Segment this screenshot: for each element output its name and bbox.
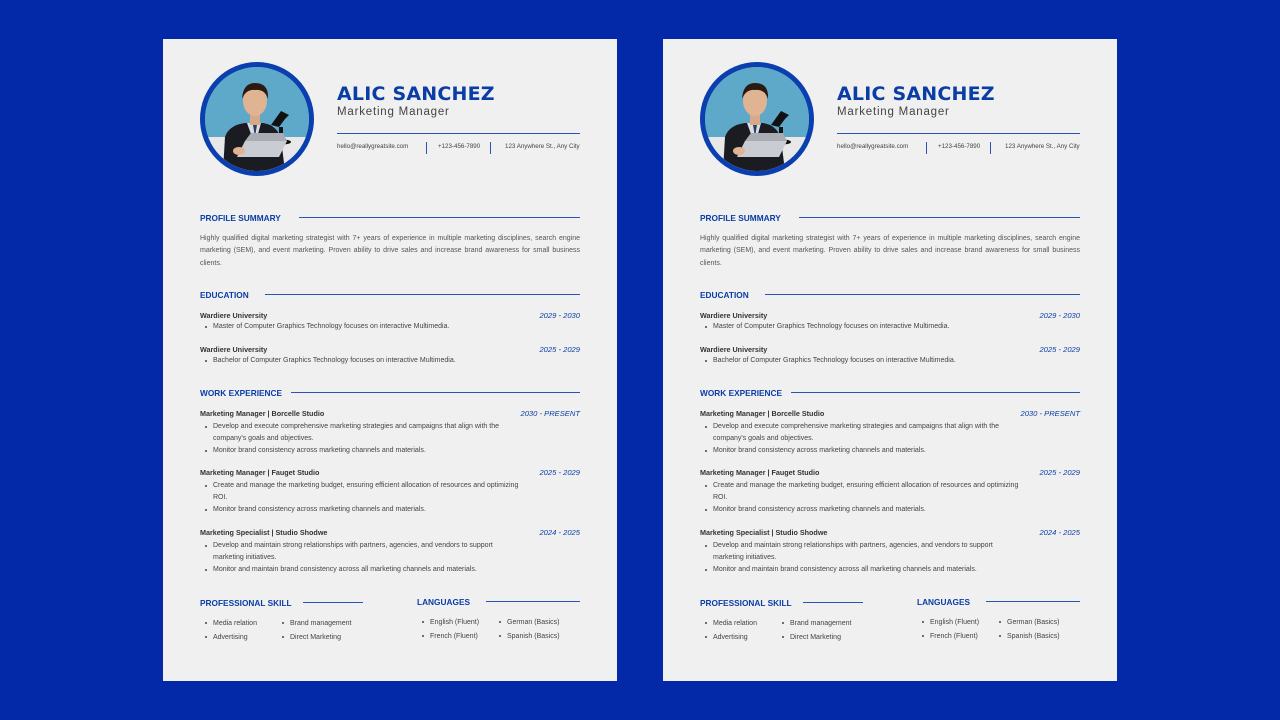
list-item: Monitor brand consistency across marketing channels and materials. (205, 445, 523, 457)
list-item: Media relation (705, 617, 757, 631)
section-divider (986, 601, 1080, 602)
contact-email[interactable]: hello@reallygreatsite.com (337, 143, 409, 150)
job-entry-title: Marketing Specialist | Studio Shodwe (700, 528, 828, 537)
education-dates: 2029 - 2030 (1039, 311, 1080, 320)
header-divider (337, 133, 580, 134)
job-entry-dates: 2024 - 2025 (1039, 528, 1080, 537)
job-entry-dates: 2025 - 2029 (1039, 468, 1080, 477)
education-heading: EDUCATION (200, 290, 249, 300)
list-item: Brand management (282, 617, 351, 631)
job-entry-bullets (205, 421, 523, 457)
contact-phone[interactable]: +123-456-7890 (938, 143, 981, 150)
professional-skill-heading: PROFESSIONAL SKILL (700, 598, 792, 608)
contact-separator (926, 142, 927, 154)
section-divider (299, 217, 580, 218)
languages-list-col1 (922, 616, 979, 644)
education-dates: 2025 - 2029 (539, 345, 580, 354)
job-entry-dates: 2030 - PRESENT (520, 409, 580, 418)
education-details (205, 321, 449, 333)
job-entry-bullets (705, 480, 1023, 516)
contact-email[interactable]: hello@reallygreatsite.com (837, 143, 909, 150)
profile-summary-heading: PROFILE SUMMARY (700, 213, 781, 223)
skills-list-col1 (705, 617, 757, 645)
list-item: Brand management (782, 617, 851, 631)
list-item: Master of Computer Graphics Technology focuses on interactive Multimedia. (705, 321, 949, 333)
skills-list-col2 (782, 617, 851, 645)
list-item: Create and manage the marketing budget, ensuring efficient allocation of resources and optimizing ROI. (705, 480, 1023, 504)
job-entry-title: Marketing Manager | Fauget Studio (200, 468, 320, 477)
languages-list-col1 (422, 616, 479, 644)
education-school: Wardiere University (200, 345, 268, 354)
candidate-name: ALIC SANCHEZ (337, 83, 495, 105)
list-item: German (Basics) (999, 616, 1060, 630)
list-item: French (Fluent) (422, 630, 479, 644)
contact-separator (990, 142, 991, 154)
job-entry-title: Marketing Manager | Borcelle Studio (200, 409, 325, 418)
profile-summary-text: Highly qualified digital marketing strategist with 7+ years of experience in multiple marketing disciplines, search engine marketing (SEM), and event marketing. Proven ability to drive sales and increase brand awareness for small business clients. (200, 235, 580, 267)
education-details (705, 355, 956, 367)
section-divider (799, 217, 1080, 218)
list-item: English (Fluent) (422, 616, 479, 630)
job-entry-dates: 2030 - PRESENT (1020, 409, 1080, 418)
header-divider (837, 133, 1080, 134)
list-item: English (Fluent) (922, 616, 979, 630)
contact-address: 123 Anywhere St., Any City (505, 143, 580, 150)
list-item: Develop and maintain strong relationships with partners, agencies, and vendors to support marketing initiatives. (705, 540, 1023, 564)
skills-list-col2 (282, 617, 351, 645)
section-divider (303, 602, 363, 603)
job-entry-dates: 2024 - 2025 (539, 528, 580, 537)
person-at-desk-photo-icon (205, 67, 309, 171)
list-item: Create and manage the marketing budget, ensuring efficient allocation of resources and optimizing ROI. (205, 480, 523, 504)
job-entry-title: Marketing Manager | Borcelle Studio (700, 409, 825, 418)
list-item: Develop and maintain strong relationships with partners, agencies, and vendors to support marketing initiatives. (205, 540, 523, 564)
resume-page-left (163, 39, 617, 681)
job-entry-dates: 2025 - 2029 (539, 468, 580, 477)
list-item: Direct Marketing (282, 631, 351, 645)
section-divider (791, 392, 1080, 393)
profile-summary-heading: PROFILE SUMMARY (200, 213, 281, 223)
languages-heading: LANGUAGES (917, 597, 971, 607)
list-item: Spanish (Basics) (499, 630, 560, 644)
work-experience-heading: WORK EXPERIENCE (700, 388, 783, 398)
contact-phone[interactable]: +123-456-7890 (438, 143, 481, 150)
education-details (205, 355, 456, 367)
list-item: Monitor brand consistency across marketing channels and materials. (205, 504, 523, 516)
languages-list-col2 (999, 616, 1060, 644)
job-entry-bullets (205, 540, 523, 576)
contact-separator (426, 142, 427, 154)
job-entry-bullets (705, 540, 1023, 576)
languages-list-col2 (499, 616, 560, 644)
profile-photo (200, 62, 314, 176)
list-item: Monitor and maintain brand consistency across all marketing channels and materials. (705, 564, 1023, 576)
section-divider (486, 601, 580, 602)
list-item: German (Basics) (499, 616, 560, 630)
job-entry-title: Marketing Specialist | Studio Shodwe (200, 528, 328, 537)
education-dates: 2025 - 2029 (1039, 345, 1080, 354)
list-item: Advertising (705, 631, 757, 645)
list-item: Spanish (Basics) (999, 630, 1060, 644)
candidate-name: ALIC SANCHEZ (837, 83, 995, 105)
work-experience-heading: WORK EXPERIENCE (200, 388, 283, 398)
languages-heading: LANGUAGES (417, 597, 471, 607)
skills-list-col1 (205, 617, 257, 645)
job-title: Marketing Manager (337, 106, 450, 118)
list-item: Develop and execute comprehensive marketing strategies and campaigns that align with the company's goals and objectives. (705, 421, 1023, 445)
job-title: Marketing Manager (837, 106, 950, 118)
resume-page-right (663, 39, 1117, 681)
list-item: Direct Marketing (782, 631, 851, 645)
education-school: Wardiere University (700, 311, 768, 320)
contact-address: 123 Anywhere St., Any City (1005, 143, 1080, 150)
list-item: Advertising (205, 631, 257, 645)
list-item: French (Fluent) (922, 630, 979, 644)
person-at-desk-photo-icon (705, 67, 809, 171)
professional-skill-heading: PROFESSIONAL SKILL (200, 598, 292, 608)
list-item: Bachelor of Computer Graphics Technology focuses on interactive Multimedia. (705, 355, 956, 367)
education-dates: 2029 - 2030 (539, 311, 580, 320)
education-heading: EDUCATION (700, 290, 749, 300)
job-entry-bullets (705, 421, 1023, 457)
profile-photo (700, 62, 814, 176)
job-entry-title: Marketing Manager | Fauget Studio (700, 468, 820, 477)
list-item: Monitor brand consistency across marketing channels and materials. (705, 445, 1023, 457)
list-item: Bachelor of Computer Graphics Technology focuses on interactive Multimedia. (205, 355, 456, 367)
profile-summary-text: Highly qualified digital marketing strategist with 7+ years of experience in multiple marketing disciplines, search engine marketing (SEM), and event marketing. Proven ability to drive sales and increase brand awareness for small business clients. (700, 235, 1080, 267)
section-divider (291, 392, 580, 393)
education-school: Wardiere University (200, 311, 268, 320)
list-item: Monitor and maintain brand consistency across all marketing channels and materials. (205, 564, 523, 576)
list-item: Media relation (205, 617, 257, 631)
job-entry-bullets (205, 480, 523, 516)
list-item: Master of Computer Graphics Technology focuses on interactive Multimedia. (205, 321, 449, 333)
list-item: Develop and execute comprehensive marketing strategies and campaigns that align with the company's goals and objectives. (205, 421, 523, 445)
list-item: Monitor brand consistency across marketing channels and materials. (705, 504, 1023, 516)
section-divider (765, 294, 1080, 295)
section-divider (803, 602, 863, 603)
contact-separator (490, 142, 491, 154)
section-divider (265, 294, 580, 295)
education-details (705, 321, 949, 333)
education-school: Wardiere University (700, 345, 768, 354)
